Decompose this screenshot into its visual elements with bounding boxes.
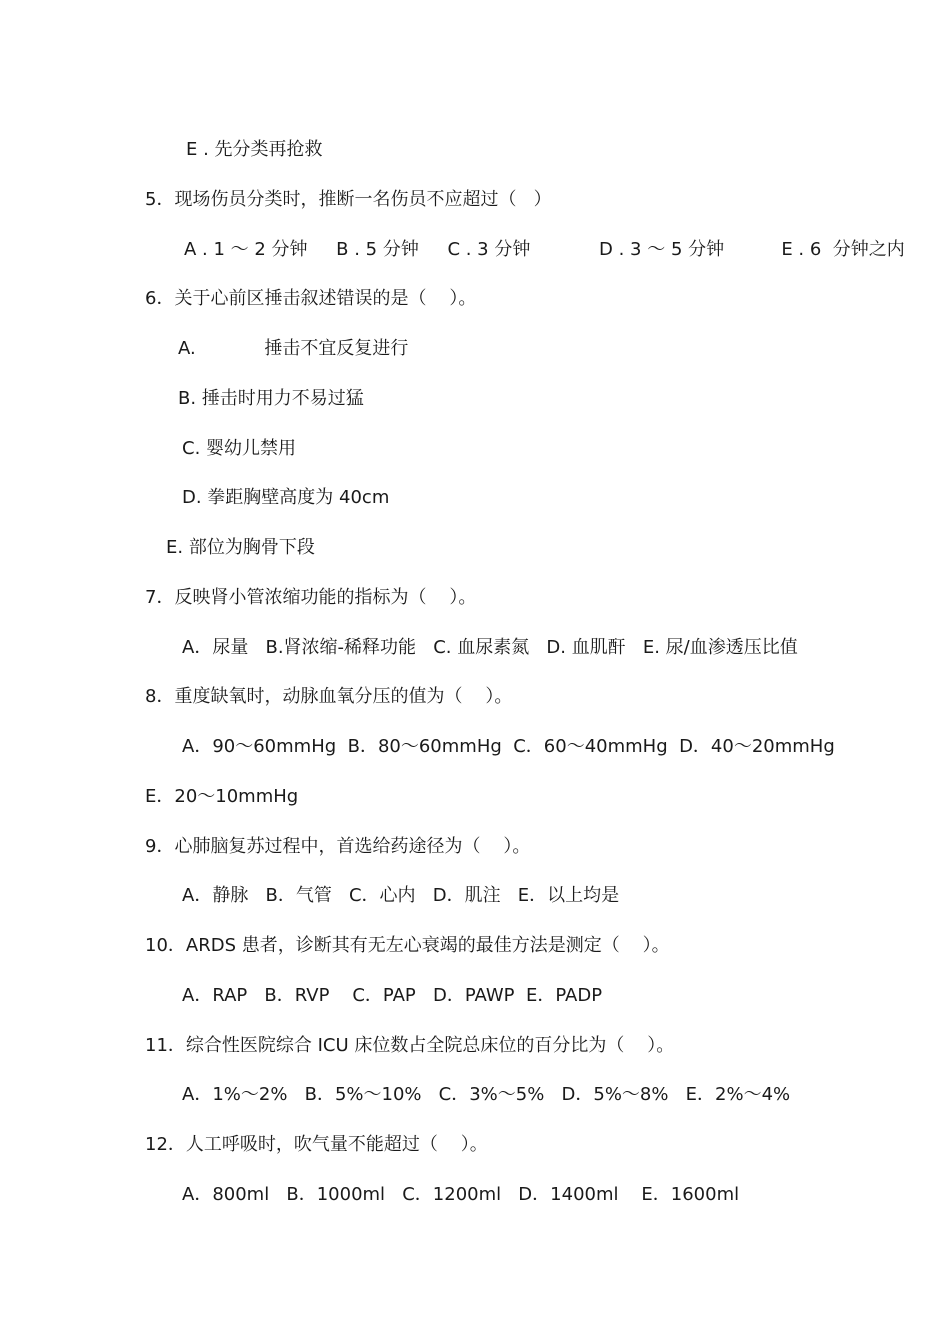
- question-7-options: A．尿量 B.肾浓缩-稀释功能 C. 血尿素氮 D. 血肌酐 E. 尿/血渗透压比值: [182, 637, 798, 658]
- question-7: 7．反映肾小管浓缩功能的指标为（ ）。: [145, 587, 477, 608]
- question-6-option-e: E. 部位为胸骨下段: [166, 537, 315, 558]
- question-11: 11．综合性医院综合 ICU 床位数占全院总床位的百分比为（ ）。: [145, 1035, 675, 1056]
- option-line-e-classify: E . 先分类再抢救: [186, 139, 323, 160]
- question-5: 5．现场伤员分类时，推断一名伤员不应超过（ ）: [145, 189, 552, 210]
- question-9: 9．心肺脑复苏过程中，首选给药途径为（ ）。: [145, 836, 531, 857]
- question-5-options: A . 1 ～ 2 分钟 B . 5 分钟 C . 3 分钟 D . 3 ～ 5 分钟 E . 6 分钟之内: [184, 239, 905, 260]
- question-6-option-d: D. 拳距胸壁高度为 40cm: [182, 487, 390, 508]
- question-8-option-e: E．20～10mmHg: [145, 786, 299, 807]
- question-8: 8．重度缺氧时，动脉血氧分压的值为（ ）。: [145, 686, 513, 707]
- question-6: 6．关于心前区捶击叙述错误的是（ ）。: [145, 288, 477, 309]
- question-10-options: A．RAP B．RVP C．PAP D．PAWP E．PADP: [182, 985, 603, 1006]
- question-9-options: A．静脉 B．气管 C．心内 D．肌注 E．以上均是: [182, 885, 620, 906]
- question-8-options: A．90～60mmHg B．80～60mmHg C．60～40mmHg D．40～20mmHg: [182, 736, 835, 757]
- question-6-option-b: B. 捶击时用力不易过猛: [178, 388, 364, 409]
- question-10: 10．ARDS 患者，诊断其有无左心衰竭的最佳方法是测定（ ）。: [145, 935, 670, 956]
- question-6-option-a: A. 捶击不宜反复进行: [178, 338, 409, 359]
- question-11-options: A．1%～2% B．5%～10% C．3%～5% D．5%～8% E．2%～4%: [182, 1084, 791, 1105]
- question-12-options: A．800ml B．1000ml C．1200ml D．1400ml E．1600ml: [182, 1184, 740, 1205]
- question-12: 12．人工呼吸时，吹气量不能超过（ ）。: [145, 1134, 488, 1155]
- question-6-option-c: C. 婴幼儿禁用: [182, 438, 297, 459]
